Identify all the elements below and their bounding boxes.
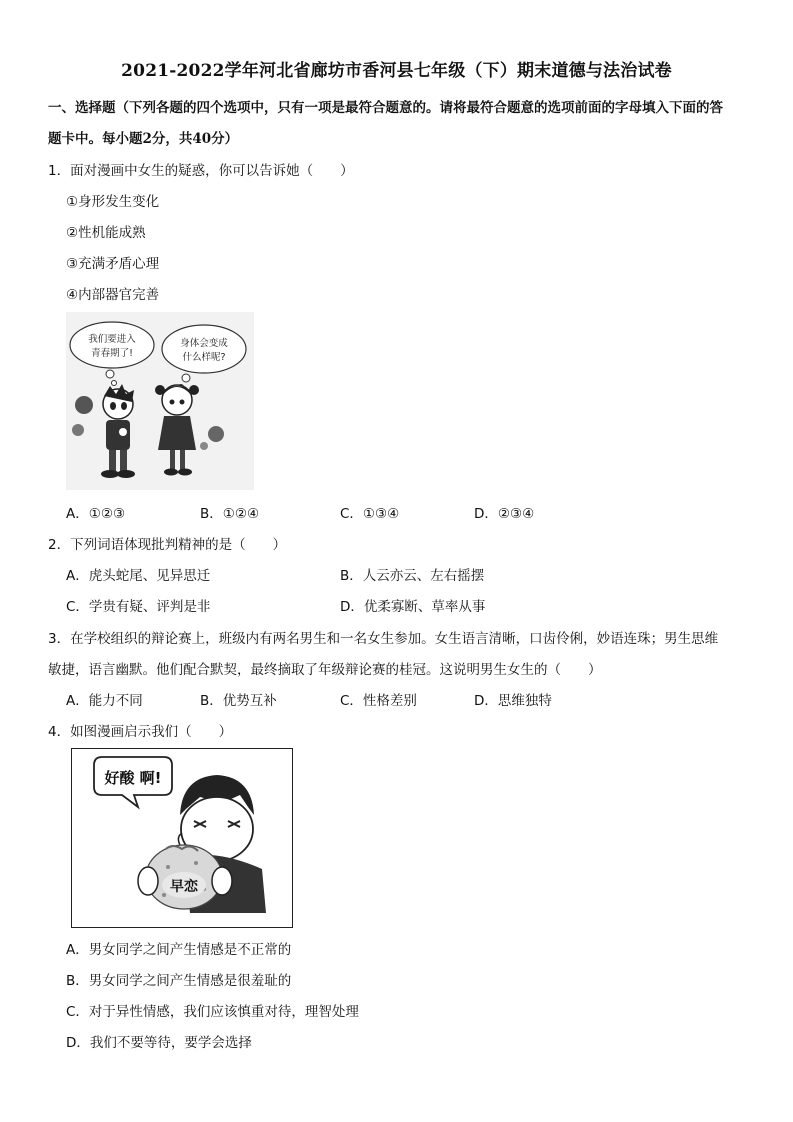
q1-statement-3: ③充满矛盾心理 [66,256,160,272]
bubble-right-text-1: 身体会变成 [180,338,228,349]
question-3-stem-line2: 敏捷，语言幽默。他们配合默契，最终摘取了年级辩论赛的桂冠。这说明男生女生的（ ） [48,662,602,678]
decor-ball [72,424,84,436]
question-3-stem-line1: 3．在学校组织的辩论赛上，班级内有两名男生和一名女生参加。女生语言清晰，口齿伶俐，妙语连珠；男生思维 [48,631,719,647]
hand-left [138,867,158,895]
speech-text: 好酸 啊! [104,769,162,787]
thought-bubble-right [162,325,246,373]
q4-choice-d[interactable]: D．我们不要等待，要学会选择 [66,1035,252,1051]
question-1-stem: 1．面对漫画中女生的疑惑，你可以告诉她（ ） [48,163,354,179]
q3-choice-c[interactable]: C．性格差别 [340,693,417,709]
q4-choice-a[interactable]: A．男女同学之间产生情感是不正常的 [66,942,292,958]
section-heading-line1: 一、选择题（下列各题的四个选项中，只有一项是最符合题意的。请将最符合题意的选项前面的字母填入下面的答 [48,100,723,116]
bubble-left-text-1: 我们要进入 [88,334,136,345]
q2-choice-d[interactable]: D．优柔寡断、草率从事 [340,599,486,615]
q1-statement-2: ②性机能成熟 [66,225,146,241]
q1-statement-1: ①身形发生变化 [66,194,160,210]
q1-choice-c[interactable]: C．①③④ [340,506,400,522]
q1-choice-a[interactable]: A．①②③ [66,506,126,522]
q3-choice-b[interactable]: B．优势互补 [200,693,277,709]
q1-choice-b[interactable]: B．①②④ [200,506,260,522]
page-title: 2021-2022学年河北省廊坊市香河县七年级（下）期末道德与法治试卷 [121,61,672,81]
girl-figure [155,385,199,476]
decor-ball [208,426,224,442]
question-2-stem: 2．下列词语体现批判精神的是（ ） [48,537,287,553]
q2-choice-a[interactable]: A．虎头蛇尾、见异思迁 [66,568,211,584]
boy-figure [101,384,135,478]
q1-choice-d[interactable]: D．②③④ [474,506,535,522]
q2-choice-c[interactable]: C．学贵有疑、评判是非 [66,599,211,615]
bubble-dot [112,381,117,386]
q2-choice-b[interactable]: B．人云亦云、左右摇摆 [340,568,485,584]
decor-ball [75,396,93,414]
q3-choice-a[interactable]: A．能力不同 [66,693,143,709]
fruit-label: 早恋 [170,879,198,895]
puberty-cartoon-svg [66,312,254,490]
thought-bubble-left [70,322,154,368]
bubble-dot [182,374,190,382]
q4-choice-b[interactable]: B．男女同学之间产生情感是很羞耻的 [66,973,292,989]
bubble-left-text-2: 青春期了! [91,348,133,359]
hand-right [212,867,232,895]
decor-ball [200,442,208,450]
question-4-stem: 4．如图漫画启示我们（ ） [48,724,233,740]
sour-fruit-cartoon-svg [72,749,292,927]
section-heading-line2: 题卡中。每小题2分，共40分） [48,131,239,147]
bubble-right-text-2: 什么样呢? [182,352,226,363]
q1-statement-4: ④内部器官完善 [66,287,160,303]
sour-fruit-cartoon-image [71,748,293,928]
q3-choice-d[interactable]: D．思维独特 [474,693,552,709]
bubble-dot [106,370,114,378]
q4-choice-c[interactable]: C．对于异性情感，我们应该慎重对待，理智处理 [66,1004,359,1020]
puberty-cartoon-image [66,312,254,490]
